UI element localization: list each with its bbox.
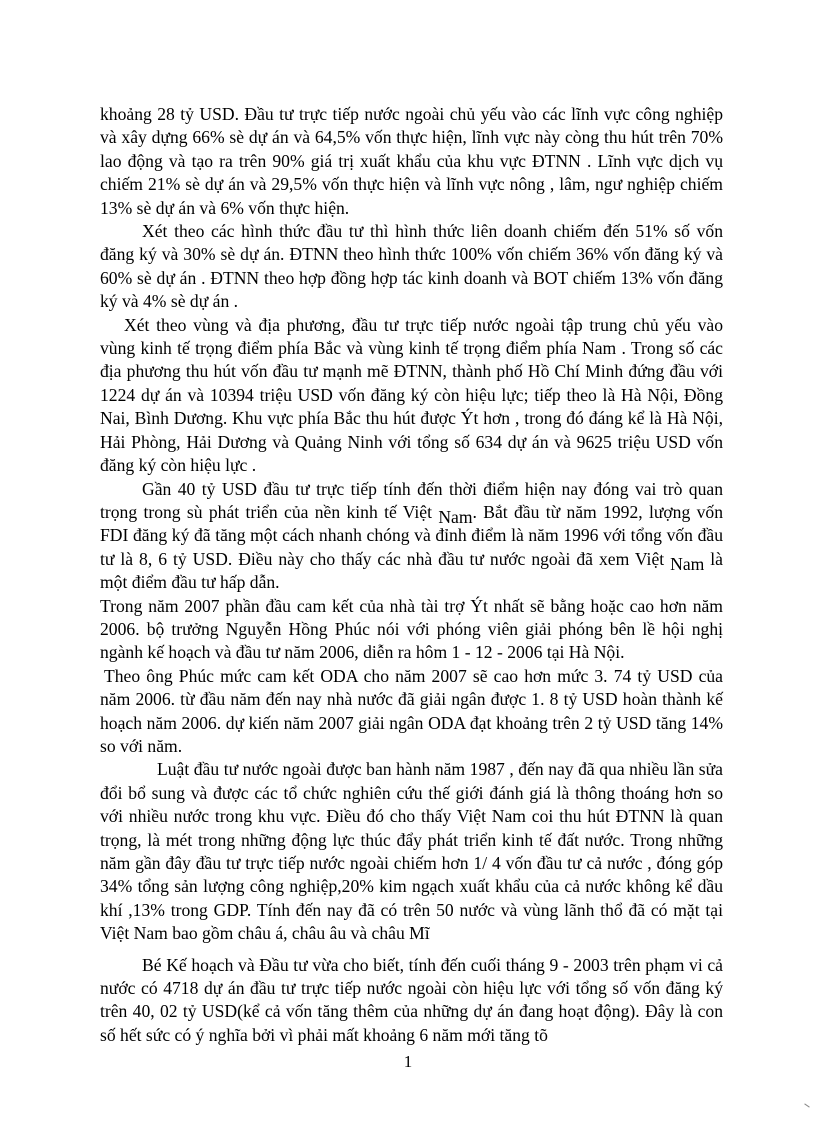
paragraph-investment-law: Luật đầu tư nước ngoài được ban hành năm 1987 , đến nay đã qua nhiều lần sửa đổi bổ sung và được các tổ chức nghiên cứu thế giới đánh giá là thông thoáng hơn so với nhiều nước trong khu vực. Điều đó cho thấy Việt Nam coi thu hút ĐTNN là quan trọng, là mét trong những động lực thúc đẩy phát triển kinh tế đất nước. Trong những năm gần đây đầu tư trực tiếp nước ngoài chiếm hơn 1/ 4 vốn đầu tư cả nước , đóng góp 34% tổng sản lượng công nghiệp,20% kim ngạch xuất khẩu của cả nước không kể dầu khí ,13% trong GDP. Tính đến nay đã có trên 50 nước và vùng lãnh thổ đã có mặt tại Việt Nam bao gồm châu á, châu âu và châu Mĩ [100, 759, 723, 944]
paragraph-ministry-report: Bé Kế hoạch và Đầu tư vừa cho biết, tính đến cuối tháng 9 - 2003 trên phạm vi cả nước có 4718 dự án đầu tư trực tiếp nước ngoài còn hiệu lực với tổng số vốn đăng ký trên 40, 02 tỷ USD(kể cả vốn tăng thêm của những dự án đang hoạt động). Đây là con số hết sức có ý nghĩa bởi vì phải mất khoảng 6 năm mới tăng tõ [100, 954, 723, 1045]
scan-edge-mark [804, 1103, 809, 1107]
paragraph-fdi-growth-nam-2: Nam [670, 553, 705, 574]
paragraph-fdi-growth-part-e: là một điểm đầu tư hấp dẫn. [100, 548, 723, 593]
body-text [100, 103, 723, 1047]
paragraph-fdi-growth [100, 478, 723, 595]
paragraph-fdi-sectors: khoảng 28 tỷ USD. Đầu tư trực tiếp nước ngoài chủ yếu vào các lĩnh vực công nghiệp và xây dựng 66% sè dự án và 64,5% vốn thực hiện, lĩnh vực này còng thu hút trên 70% lao động và tạo ra trên 90% giá trị xuất khẩu của khu vực ĐTNN . Lĩnh vực dịch vụ chiếm 21% sè dự án và 29,5% vốn thực hiện và lĩnh vực nông , lâm, ngư nghiệp chiếm 13% sè dự án và 6% vốn thực hiện. [100, 104, 723, 218]
paragraph-fdi-growth-part-a: Gần 40 tỷ USD đầu tư trực tiếp tính đến thời điểm hiện nay đóng vai trò quan trọng trong sù phát triển của nền kinh tế Việt [100, 478, 723, 522]
paragraph-fdi-growth-part-c: . Bắt đầu từ năm 1992, lượng vốn FDI đăng ký đã tăng một cách nhanh chóng và đỉnh điểm là năm 1996 với tổng vốn đầu tư là 8, 6 tỷ USD. Điều này cho thấy các nhà đầu tư nước ngoài đã xem Việt [100, 501, 723, 569]
paragraph-fdi-growth-nam-1: Nam [438, 506, 473, 527]
paragraph-oda-2007: Trong năm 2007 phần đầu cam kết của nhà tài trợ Ýt nhất sẽ bằng hoặc cao hơn năm 2006. bộ trưởng Nguyễn Hồng Phúc nói với phóng viên giải phóng bên lề hội nghị ngành kế hoạch và đầu tư năm 2006, diễn ra hôm 1 - 12 - 2006 tại Hà Nội. [100, 595, 723, 663]
paragraph-regions: Xét theo vùng và địa phương, đầu tư trực tiếp nước ngoài tập trung chủ yếu vào vùng kinh tế trọng điểm phía Bắc và vùng kinh tế trọng điểm phía Nam . Trong số các địa phương thu hút vốn đầu tư mạnh mẽ ĐTNN, thành phố Hồ Chí Minh đứng đầu với 1224 dự án và 10394 triệu USD vốn đăng ký còn hiệu lực; tiếp theo là Hà Nội, Đồng Nai, Bình Dương. Khu vực phía Bắc thu hút được Ýt hơn , trong đó đáng kể là Hà Nội, Hải Phòng, Hải Dương và Quảng Ninh với tổng số 634 dự án và 9625 triệu USD vốn đăng ký còn hiệu lực . [100, 314, 723, 476]
paragraph-investment-forms: Xét theo các hình thức đầu tư thì hình thức liên doanh chiếm đến 51% số vốn đăng ký và 30% sè dự án. ĐTNN theo hình thức 100% vốn chiếm 36% vốn đăng ký và 60% sè dự án . ĐTNN theo hợp đồng hợp tác kinh doanh và BOT chiếm 13% vốn đăng ký và 4% sè dự án . [100, 221, 723, 312]
paragraph-oda-commitment: Theo ông Phúc mức cam kết ODA cho năm 2007 sẽ cao hơn mức 3. 74 tỷ USD của năm 2006. từ đầu năm đến nay nhà nước đã giải ngân được 1. 8 tỷ USD hoàn thành kế hoạch năm 2006. dự kiến năm 2007 giải ngân ODA đạt khoảng trên 2 tỷ USD tăng 14% so với năm. [100, 665, 723, 756]
page-number: 1 [403, 1052, 413, 1071]
